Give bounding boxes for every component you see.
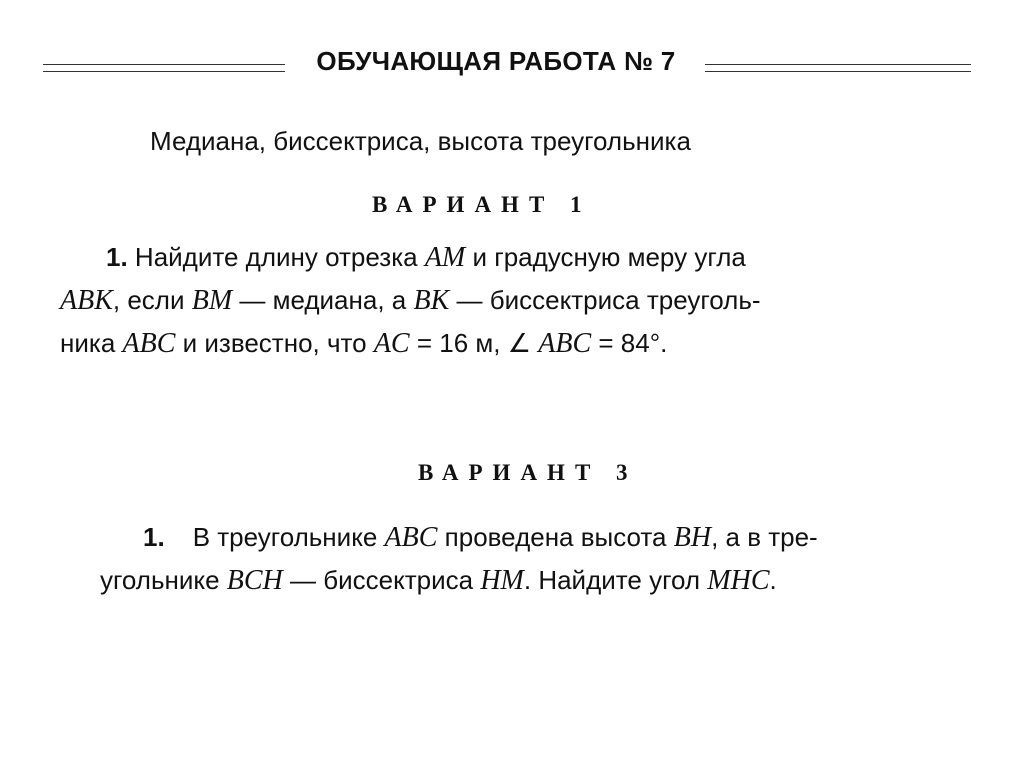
task-text: — биссектриса (282, 565, 481, 595)
math-symbol: BM (191, 285, 233, 316)
math-symbol: HM (480, 565, 524, 596)
topic-subtitle: Медиана, биссектриса, высота треугольника (150, 126, 691, 156)
variant-3-task (100, 516, 1000, 602)
task-line (60, 236, 940, 279)
task-text: и градусную меру угла (465, 242, 746, 272)
task-text: Найдите длину отрезка (134, 242, 425, 272)
math-symbol: BK (413, 285, 450, 316)
task-line (60, 322, 940, 365)
task-text: = 16 м, ∠ (409, 328, 539, 358)
math-symbol: BCH (226, 565, 283, 596)
math-symbol: MHC (707, 565, 770, 596)
task-text: . Найдите угол (523, 565, 708, 595)
variant-3-heading: ВАРИАНТ 3 (418, 460, 638, 485)
variant-1-heading: ВАРИАНТ 1 (372, 192, 592, 217)
task-text: и известно, что (175, 328, 374, 358)
math-symbol: ABC (384, 522, 438, 553)
task-text: угольнике (100, 565, 227, 595)
math-symbol: ABC (122, 328, 176, 359)
math-symbol: ABC (538, 328, 592, 359)
task-number: 1. (143, 522, 165, 552)
header-rule-right (705, 64, 971, 72)
task-line (60, 279, 940, 322)
math-symbol: BH (673, 522, 712, 553)
task-text: , если (112, 285, 192, 315)
header-rule-left (43, 64, 285, 72)
task-number: 1. (106, 242, 128, 272)
math-symbol: ABK (60, 285, 113, 316)
task-text: , а в тре- (711, 522, 818, 552)
page-title: ОБУЧАЮЩАЯ РАБОТА № 7 (316, 46, 676, 76)
task-text: . (769, 565, 777, 595)
math-symbol: AC (373, 328, 410, 359)
task-line (100, 559, 1000, 602)
task-text: — биссектриса треуголь- (449, 285, 761, 315)
task-text: В треугольнике (192, 522, 385, 552)
task-text: = 84°. (591, 328, 668, 358)
task-text: проведена высота (437, 522, 674, 552)
task-line (100, 516, 1000, 559)
task-text: — медиана, а (232, 285, 414, 315)
task-text: ника (60, 328, 123, 358)
math-symbol: AM (424, 242, 466, 273)
variant-1-task (60, 236, 940, 365)
